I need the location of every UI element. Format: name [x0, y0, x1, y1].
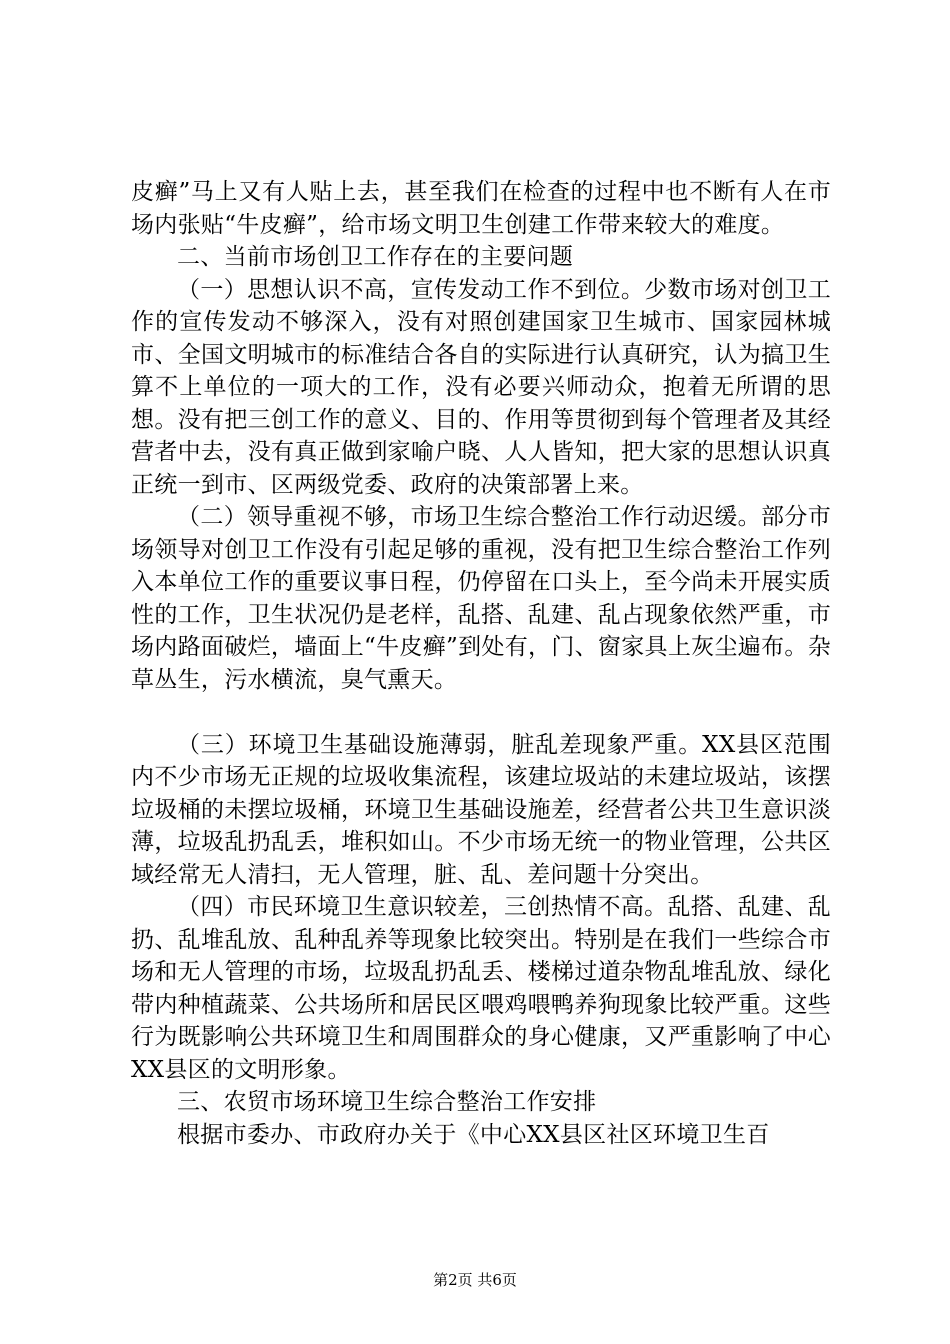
paragraph-gap — [131, 696, 831, 729]
paragraph-issue-4: （四）市民环境卫生意识较差，三创热情不高。乱搭、乱建、乱扔、乱堆乱放、乱种乱养等现象比较突出。特别是在我们一些综合市场和无人管理的市场，垃圾乱扔乱丢、楼梯过道杂物乱堆乱放、绿化带内种植蔬菜、公共场所和居民区喂鸡喂鸭养狗现象比较严重。这些行为既影响公共环境卫生和周围群众的身心健康，又严重影响了中心XX县区的文明形象。 — [131, 894, 831, 1083]
paragraph-arrangement: 根据市委办、市政府办关于《中心XX县区社区环境卫生百 — [177, 1121, 770, 1148]
paragraph-issue-1: （一）思想认识不高，宣传发动工作不到位。少数市场对创卫工作的宣传发动不够深入，没有对照创建国家卫生城市、国家园林城市、全国文明城市的标准结合各自的实际进行认真研究，认为搞卫生算不上单位的一项大的工作，没有必要兴师动众，抱着无所谓的思想。没有把三创工作的意义、目的、作用等贯彻到每个管理者及其经营者中去，没有真正做到家喻户晓、人人皆知，把大家的思想认识真正统一到市、区两级党委、政府的决策部署上来。 — [131, 276, 831, 498]
paragraph-issue-2: （二）领导重视不够，市场卫生综合整治工作行动迟缓。部分市场领导对创卫工作没有引起足够的重视，没有把卫生综合整治工作列入本单位工作的重要议事日程，仍停留在口头上，至今尚未开展实质性的工作，卫生状况仍是老样，乱搭、乱建、乱占现象依然严重，市场内路面破烂，墙面上“牛皮癣”到处有，门、窗家具上灰尘遍布。杂草丛生，污水横流，臭气熏天。 — [131, 504, 831, 693]
section-heading-3: 三、农贸市场环境卫生综合整治工作安排 — [177, 1089, 597, 1115]
paragraph-issue-3: （三）环境卫生基础设施薄弱，脏乱差现象严重。XX县区范围内不少市场无正规的垃圾收集流程，该建垃圾站的未建垃圾站，该摆垃圾桶的未摆垃圾桶，环境卫生基础设施差，经营者公共卫生意识淡薄，垃圾乱扔乱丢，堆积如山。不少市场无统一的物业管理，公共区域经常无人清扫，无人管理，脏、乱、差问题十分突出。 — [131, 731, 831, 888]
paragraph-continuation: 皮癣”马上又有人贴上去，甚至我们在检查的过程中也不断有人在市场内张贴“牛皮癣”，给市场文明卫生创建工作带来较大的难度。 — [131, 179, 831, 238]
document-body — [131, 176, 831, 1151]
section-heading-2: 二、当前市场创卫工作存在的主要问题 — [177, 244, 574, 270]
page-footer: 第2页 共6页 — [433, 1271, 517, 1289]
